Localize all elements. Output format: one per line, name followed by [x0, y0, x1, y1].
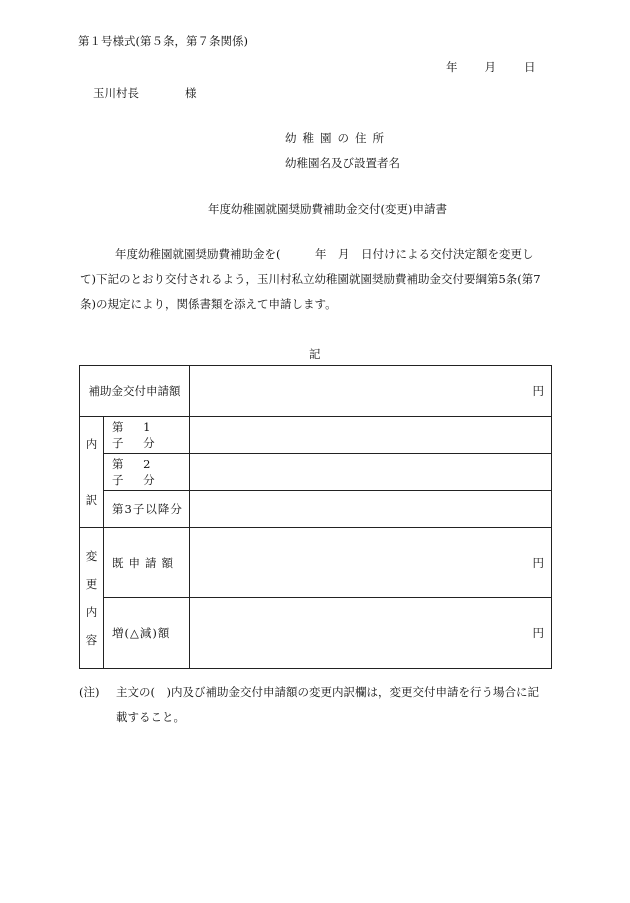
third-child-label: 第3子以降分	[104, 491, 190, 528]
third-child-row	[80, 491, 552, 528]
existing-request-label: 既申請額	[104, 528, 190, 598]
date-month: 月	[484, 60, 496, 74]
note-line-1: 主文の( )内及び補助金交付申請額の変更内訳欄は，変更交付申請を行う場合に記	[116, 685, 539, 699]
increase-label: 増(△減)額	[104, 598, 190, 669]
request-amount-row	[80, 366, 552, 417]
third-child-value	[190, 491, 552, 528]
change-char-2: 更	[85, 577, 98, 591]
request-amount-value: 円	[190, 366, 552, 417]
breakdown-side-label	[80, 417, 104, 528]
application-table	[79, 365, 552, 669]
second-child-label: 第 2 子 分	[104, 454, 190, 491]
body-line-3: 条)の規定により，関係書類を添えて申請します。	[80, 297, 337, 311]
form-number: 第１号様式(第５条，第７条関係)	[78, 34, 248, 48]
kindergarten-name-label: 幼稚園名及び設置者名	[285, 156, 400, 170]
second-child-value	[190, 454, 552, 491]
date-line	[446, 59, 536, 75]
breakdown-char-2: 訳	[85, 493, 98, 507]
change-char-1: 変	[85, 549, 98, 563]
addressee-suffix: 様	[185, 86, 197, 100]
note-tag: (注)	[79, 685, 100, 699]
note-line-2: 載すること。	[116, 710, 185, 724]
increase-value: 円	[190, 598, 552, 669]
existing-request-value: 円	[190, 528, 552, 598]
body-line-1: 年度幼稚園就園奨励費補助金を( 年 月 日付けによる交付決定額を変更し	[115, 247, 534, 261]
document-title: 年度幼稚園就園奨励費補助金交付(変更)申請書	[208, 202, 447, 216]
body-text	[80, 242, 552, 317]
note	[79, 680, 551, 730]
first-child-label: 第 1 子 分	[104, 417, 190, 454]
second-child-row	[80, 454, 552, 491]
addressee	[93, 85, 197, 101]
ki-heading: 記	[309, 347, 321, 361]
addressee-name: 玉川村長	[93, 86, 139, 100]
first-child-value	[190, 417, 552, 454]
breakdown-char-1: 内	[85, 437, 98, 451]
request-amount-label: 補助金交付申請額	[80, 366, 190, 417]
first-child-row	[80, 417, 552, 454]
existing-request-row	[80, 528, 552, 598]
increase-row	[80, 598, 552, 669]
change-char-3: 内	[85, 605, 98, 619]
date-year: 年	[446, 60, 458, 74]
change-char-4: 容	[85, 633, 98, 647]
kindergarten-address-label: 幼稚園の住所	[285, 131, 390, 145]
date-day: 日	[524, 60, 536, 74]
body-line-2: て)下記のとおり交付されるよう，玉川村私立幼稚園就園奨励費補助金交付要綱第5条(第7	[80, 272, 541, 286]
change-side-label	[80, 528, 104, 669]
